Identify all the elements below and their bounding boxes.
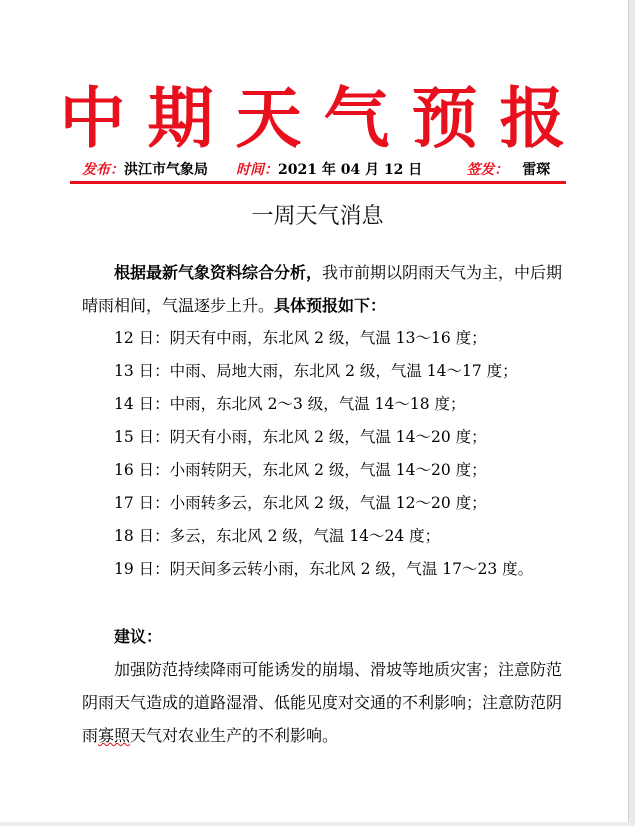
advice-text: 加强防范持续降雨可能诱发的崩塌、滑坡等地质灾害；注意防范阴雨天气造成的道路湿滑、低能见度对交通的不利影响；注意防范阴雨 <box>82 660 563 745</box>
intro-tail: 具体预报如下： <box>274 296 387 315</box>
issuer-value: 洪江市气象局 <box>124 162 208 178</box>
intro-lead: 根据最新气象资料综合分析， <box>114 263 323 282</box>
forecast-day-18: 18 日：多云，东北风 2 级，气温 14～24 度； <box>114 527 441 545</box>
signer-label: 签发： <box>466 162 509 178</box>
issuer-label: 发布： <box>82 162 124 178</box>
forecast-day-17: 17 日：小雨转多云，东北风 2 级，气温 12～20 度； <box>114 494 487 512</box>
forecast-day-19: 19 日：阴天间多云转小雨，东北风 2 级，气温 17～23 度。 <box>114 560 534 578</box>
advice-text-end: 天气对农业生产的不利影响。 <box>130 726 339 745</box>
forecast-day-13: 13 日：中雨、局地大雨，东北风 2 级，气温 14～17 度； <box>114 362 518 380</box>
forecast-day-12: 12 日：阴天有中雨，东北风 2 级，气温 13～16 度； <box>114 329 487 347</box>
date-value: 2021 年 04 月 12 日 <box>278 162 423 178</box>
advice-heading <box>82 620 564 653</box>
forecast-day-14: 14 日：中雨，东北风 2～3 级，气温 14～18 度； <box>114 395 466 413</box>
page-edge-bottom <box>0 822 635 826</box>
spellcheck-underlined-word: 寡照 <box>98 726 131 745</box>
red-divider <box>70 181 566 184</box>
advice-paragraph <box>82 653 564 752</box>
advice-heading-text: 建议： <box>114 627 163 646</box>
document-title: 一周天气消息 <box>251 204 384 229</box>
forecast-day-16: 16 日：小雨转阴天，东北风 2 级，气温 14～20 度； <box>114 461 487 479</box>
masthead-title: 中期天气预报 <box>59 79 588 157</box>
intro-text: 我市前期以阴雨天气为主，中后期晴雨相间，气温逐步上升。 <box>82 263 563 315</box>
time-label: 时间： <box>236 162 278 178</box>
forecast-day-15: 15 日：阴天有小雨，东北风 2 级，气温 14～20 度； <box>114 428 487 446</box>
issue-info-line <box>82 160 572 180</box>
intro-paragraph <box>82 256 564 322</box>
signer-value: 雷琛 <box>522 162 551 178</box>
